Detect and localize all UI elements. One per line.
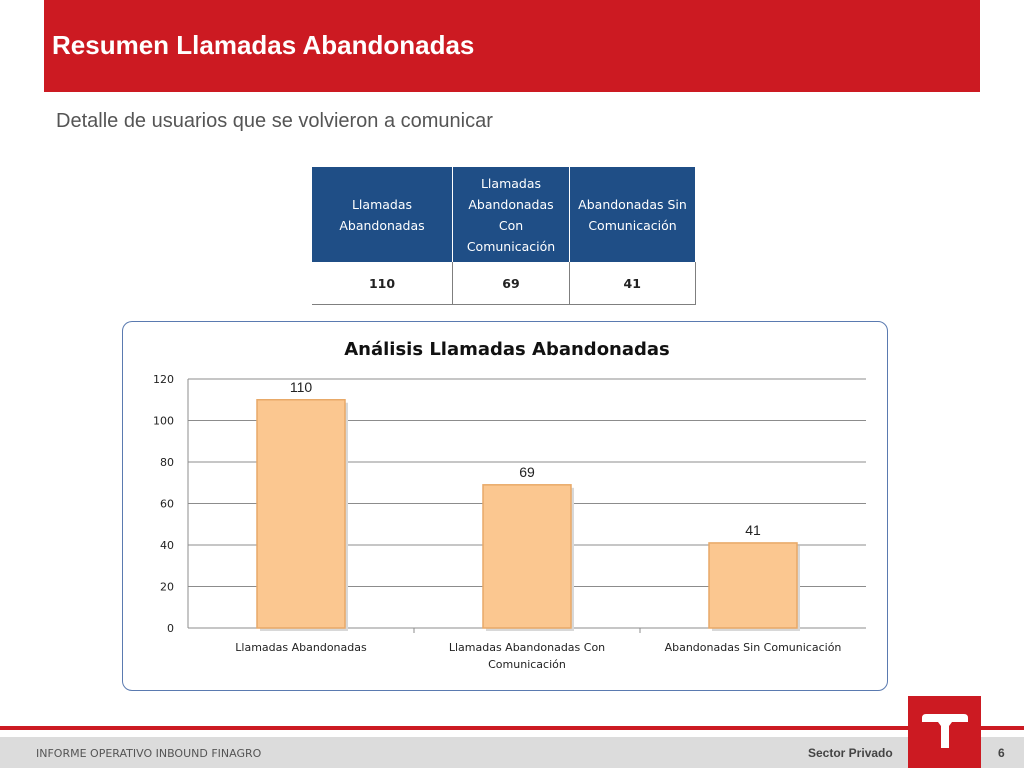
y-tick-label: 40	[160, 539, 174, 552]
summary-header-line: Abandonadas Sin	[578, 196, 687, 212]
summary-table-row	[312, 262, 695, 305]
summary-header-line: Con	[498, 217, 524, 233]
category-label: Llamadas Abandonadas	[235, 641, 367, 654]
summary-header-line: Abandonadas	[468, 196, 554, 212]
data-label: 69	[519, 463, 535, 480]
data-label: 41	[745, 521, 761, 538]
y-tick-label: 60	[160, 497, 174, 511]
page-title: Resumen Llamadas Abandonadas	[52, 30, 475, 60]
page-subtitle: Detalle de usuarios que se volvieron a comunicar	[56, 110, 493, 132]
title-bar	[44, 0, 980, 92]
bar	[483, 485, 571, 628]
category-label: Abandonadas Sin Comunicación	[664, 641, 842, 654]
data-label: 110	[289, 378, 313, 395]
summary-header-line: Abandonadas	[339, 217, 425, 233]
y-tick-label: 0	[167, 622, 174, 635]
summary-value-cell: 41	[570, 262, 696, 305]
summary-header-cell	[570, 167, 696, 262]
chart-title: Análisis Llamadas Abandonadas	[344, 339, 670, 360]
y-tick-label: 120	[153, 373, 174, 386]
summary-table-header-row	[312, 167, 695, 262]
summary-value-cell: 69	[453, 262, 570, 305]
summary-header-cell	[453, 167, 570, 262]
summary-header-line: Llamadas	[480, 175, 542, 191]
bar	[709, 543, 797, 628]
t-logo-icon	[908, 696, 981, 768]
footer-sector: Sector Privado	[808, 746, 893, 760]
summary-header-line: Llamadas	[351, 196, 413, 212]
page-number: 6	[998, 746, 1005, 760]
bar-chart	[122, 321, 888, 691]
footer-divider	[0, 726, 1024, 730]
summary-header-line: Comunicación	[588, 217, 677, 233]
footer-report-name: INFORME OPERATIVO INBOUND FINAGRO	[36, 747, 262, 760]
y-tick-label: 20	[160, 580, 174, 594]
summary-table	[312, 167, 696, 305]
category-label: Comunicación	[488, 658, 566, 671]
summary-header-line: Comunicación	[466, 238, 556, 254]
summary-header-cell	[312, 167, 453, 262]
bar	[257, 400, 345, 628]
summary-value-cell: 110	[312, 262, 453, 305]
y-tick-label: 100	[153, 414, 174, 428]
category-label: Llamadas Abandonadas Con	[448, 641, 606, 654]
y-tick-label: 80	[160, 456, 174, 469]
